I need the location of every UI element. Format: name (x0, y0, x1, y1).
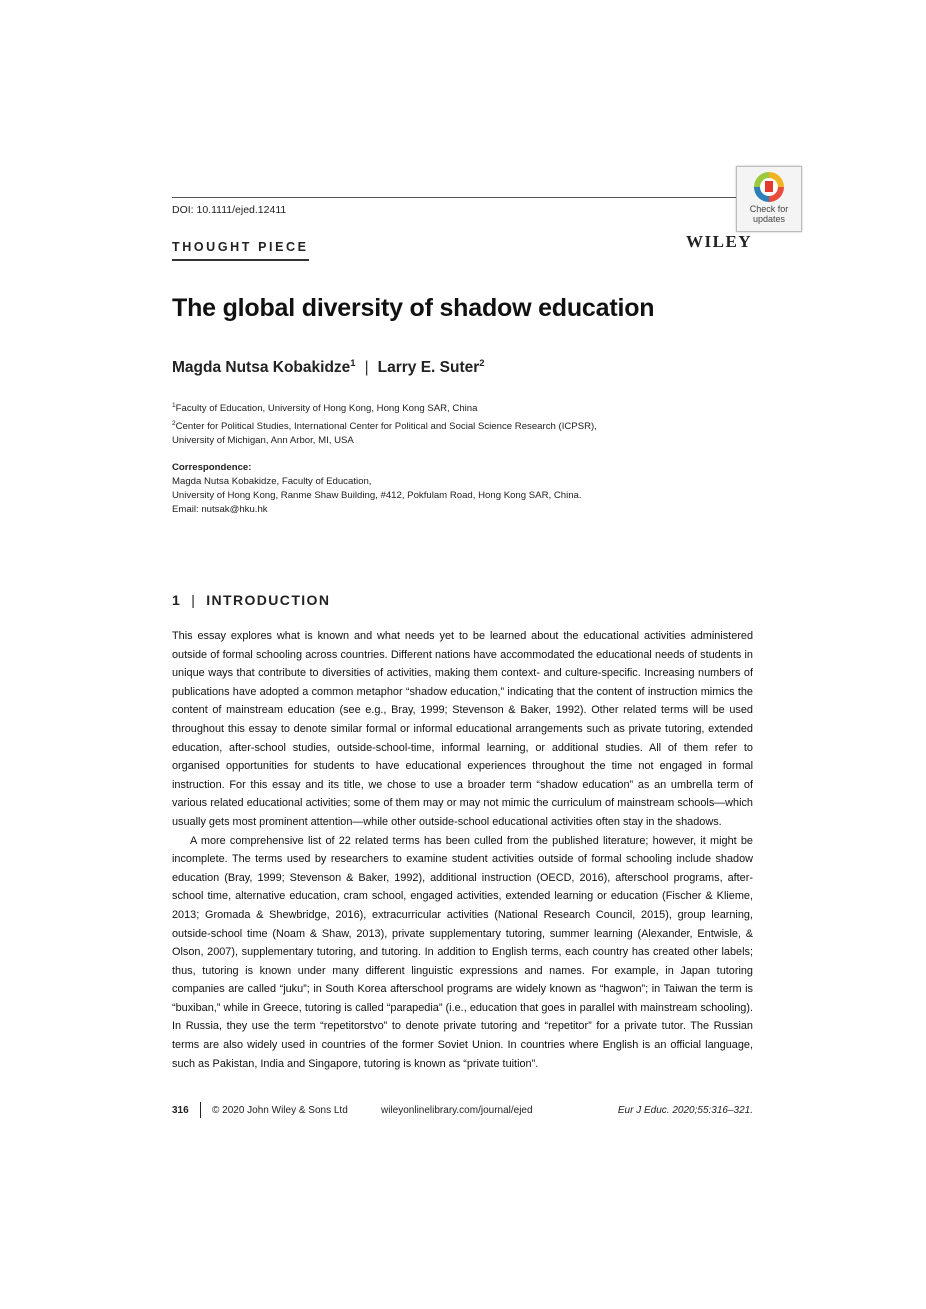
check-for-updates-badge[interactable] (736, 166, 802, 232)
citation: Eur J Educ. 2020;55:316–321. (617, 1105, 753, 1116)
author-affiliation-sup: 2 (479, 358, 485, 369)
author-list (172, 358, 485, 377)
page-footer (172, 1105, 753, 1119)
correspondence-label: Correspondence: (172, 462, 252, 473)
section-heading: 1 | INTRODUCTION (172, 592, 331, 608)
body-text (172, 627, 753, 1073)
affiliation-2: $^2$Center for Political Studies, International Center for Political and Social Science Research (ICPSR), University of Michigan, Ann Arbor, MI, USA (172, 420, 597, 447)
author-affiliation-sup: 1 (350, 358, 356, 369)
badge-text-line2: updates (752, 213, 786, 224)
correspondence-email[interactable]: Email: nutsak@hku.hk (172, 504, 268, 515)
article-title: The global diversity of shadow education (172, 294, 655, 322)
copyright: © 2020 John Wiley & Sons Ltd (212, 1105, 348, 1116)
article-type-label: THOUGHT PIECE (172, 240, 309, 261)
crossmark-icon (754, 172, 784, 202)
paragraph: This essay explores what is known and what needs yet to be learned about the educational activities administered outside of formal schooling across countries. Different nations have accommodated the educational needs of students in unique ways that contribute to diversities of activities, making them context- and culture-specific. Increasing numbers of publications have adopted a common metaphor “shadow education,” indicating that the content of instruction mimics the content of mainstream education (see e.g., Bray, 1999; Stevenson & Baker, 1992). Other related terms will be used throughout this essay to denote similar formal or informal educational arrangements such as private tutoring, extended education, after-school studies, outside-school-time, informal learning, or additional studies. All of them refer to organised opportunities for students to have educational experiences throughout the time not engaged in formal instruction. For this essay and its title, we chose to use a broader term “shadow education” as an umbrella term of various related educational activities; some of them may or may not mimic the curriculum of mainstream schools—which usually gets most prominent attention—while other outside-school educational activities often stay in the shadows. (172, 630, 753, 828)
author-separator: | (364, 359, 369, 377)
correspondence-block: Correspondence: Magda Nutsa Kobakidze, Faculty of Education, University of Hong Kong, Ranme Shaw Building, #412, Pokfulam Road, Hong Kong SAR, China. Email: nutsak@hku.hk (172, 462, 582, 515)
author-name[interactable]: Larry E. Suter (377, 359, 480, 377)
paragraph: A more comprehensive list of 22 related terms has been culled from the published literature; however, it might be incomplete. The terms used by researchers to examine student activities outside of formal schooling include shadow education (Bray, 1999; Stevenson & Baker, 1992), additional instruction (OECD, 2016), afterschool programs, after-school time, alternative education, cram school, engaged activities, extended learning or education (Fischer & Klieme, 2013; Gromada & Shewbridge, 2016), extracurricular activities (National Research Council, 2015), group learning, outside-school time (Noam & Shaw, 2013), private supplementary tutoring, summer learning (Alexander, Entwisle, & Olson, 2007), supplementary tutoring, and tutoring. In addition to English terms, each country has created other labels; thus, tutoring is known under many different linguistic expressions and names. For example, in Japan tutoring companies are called “juku”; in South Korea afterschool programs are widely known as “hagwon”; in Taiwan the term is “buxiban,” while in Greece, tutoring is called “parapedia” (i.e., education that goes in parallel with mainstream schooling). In Russia, they use the term “repetitorstvo” to denote private tutoring and “repetitor” for a private tutor. The Russian terms are also widely used in countries of the former Soviet Union. In countries where English is an official language, such as Pakistan, India and Singapore, tutoring is known as “private tuition”. (172, 834, 753, 1070)
publisher-logo: WILEY (686, 232, 753, 251)
footer-divider (200, 1102, 201, 1118)
author-name[interactable]: Magda Nutsa Kobakidze (172, 359, 351, 377)
doi-text[interactable]: DOI: 10.1111/ejed.12411 (172, 204, 287, 216)
badge-text-line1: Check for (749, 204, 789, 214)
affiliation-1: $^1$Faculty of Education, University of Hong Kong, Hong Kong SAR, China (172, 402, 478, 415)
header-rule (172, 197, 752, 198)
journal-url[interactable]: wileyonlinelibrary.com/journal/ejed (381, 1105, 533, 1116)
page-number: 316 (172, 1105, 189, 1116)
